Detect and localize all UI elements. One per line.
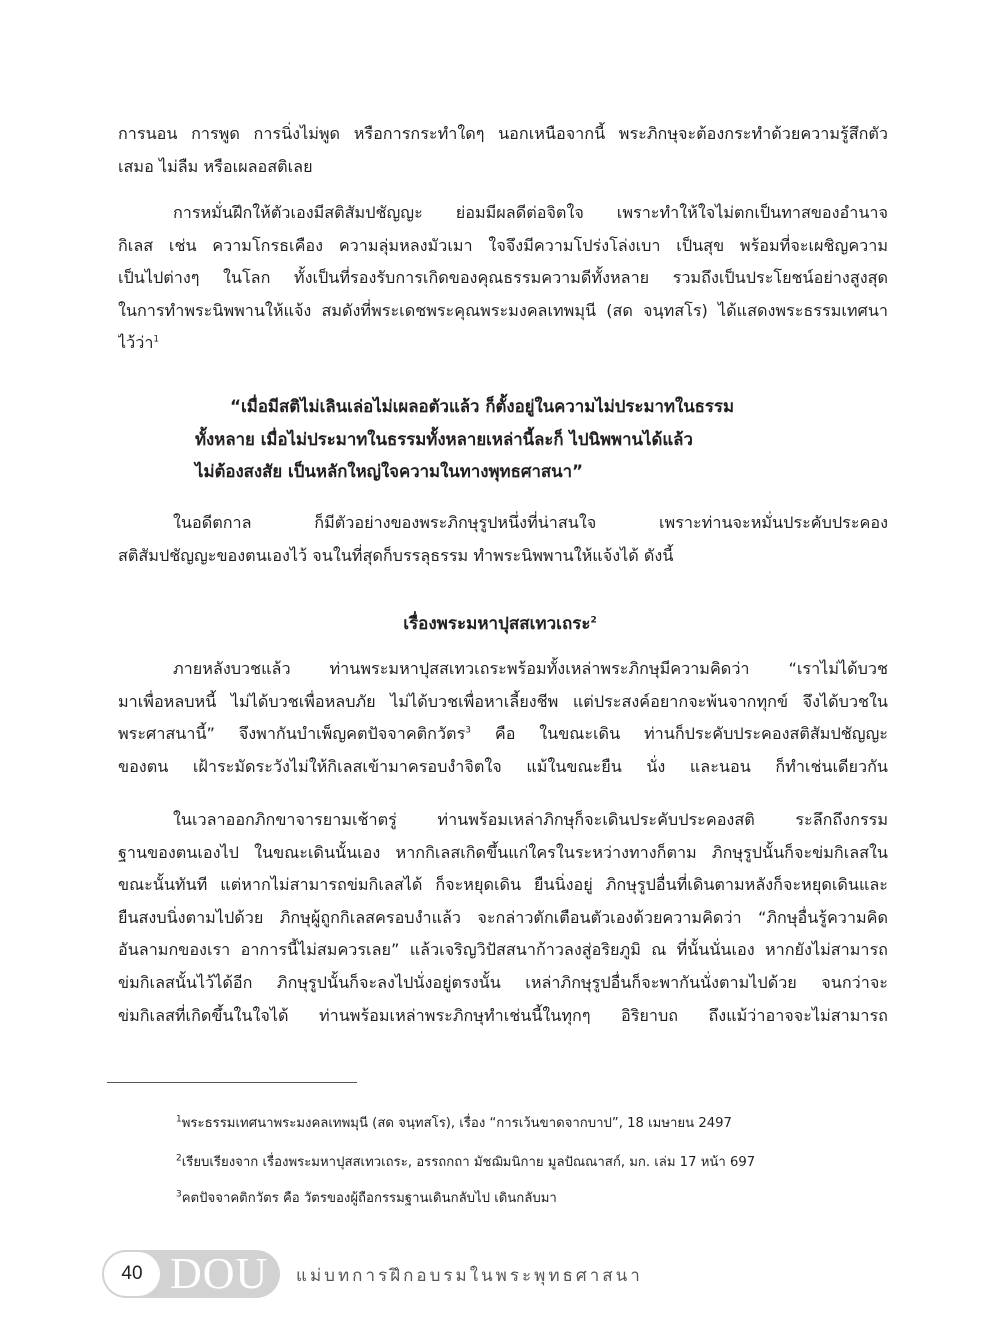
text-line: ขณะนั้นทันที แต่หากไม่สามารถข่มกิเลสได้ ก็จะหยุดเดิน ยืนนิ่งอยู่ ภิกษุรูปอื่นที่เดินตามหลังก็จะหยุดเดินและ bbox=[118, 875, 888, 895]
footnote-number: 1 bbox=[176, 1114, 182, 1125]
paragraph-4 bbox=[118, 653, 888, 783]
text-line bbox=[118, 327, 888, 360]
text-line: ในเวลาออกภิกขาจารยามเช้าตรู่ ท่านพร้อมเหล่าภิกษุก็จะเดินประคับประคองสติ ระลึกถึงกรรม bbox=[173, 810, 888, 829]
paragraph-2 bbox=[118, 197, 888, 360]
paragraph-1 bbox=[118, 118, 888, 183]
paragraph-3 bbox=[118, 507, 888, 572]
footnote-ref[interactable]: 2 bbox=[590, 615, 597, 626]
text-line: การนอน การพูด การนิ่งไม่พูด หรือการกระทำใดๆ นอกเหนือจากนี้ พระภิกษุจะต้องกระทำด้วยความรู้สึกตัว bbox=[118, 124, 888, 143]
footnote-2 bbox=[176, 1151, 755, 1172]
section-heading-text: เรื่องพระมหาปุสสเทวเถระ bbox=[403, 614, 591, 634]
text-line: กิเลส เช่น ความโกรธเคือง ความลุ่มหลงมัวเมา ใจจึงมีความโปร่งโล่งเบา เป็นสุข พร้อมที่จะเผชิญความ bbox=[118, 235, 888, 255]
text-line: อันลามกของเรา อาการนี้ไม่สมควรเลย” แล้วเจริญวิปัสสนาก้าวลงสู่อริยภูมิ ณ ที่นั้นนั่นเอง หากยังไม่สามารถ bbox=[118, 940, 888, 960]
quote-line: ทั้งหลาย เมื่อไม่ประมาทในธรรมทั้งหลายเหล่านี้ละก็ ไปนิพพานได้แล้ว bbox=[195, 428, 693, 449]
quote-line: ไม่ต้องสงสัย เป็นหลักใหญ่ใจความในทางพุทธศาสนา” bbox=[195, 461, 584, 481]
text-line: ข่มกิเลสนั้นไว้ได้อีก ภิกษุรูปนั้นก็จะลงไปนั่งอยู่ตรงนั้น เหล่าภิกษุรูปอื่นก็จะพากันนั่งตามไปด้วย จนกว่าจะ bbox=[118, 972, 888, 992]
text-line: มาเพื่อหลบหนี้ ไม่ได้บวชเพื่อหลบภัย ไม่ได้บวชเพื่อหาเลี้ยงชีพ แต่ประสงค์อยากจะพ้นจากทุกข์ จึงได้บวชใน bbox=[118, 691, 888, 711]
text-line: ข่มกิเลสที่เกิดขึ้นในใจได้ ท่านพร้อมเหล่าพระภิกษุทำเช่นนี้ในทุกๆ อิริยาบถ ถึงแม้ว่าอาจจะไม่สามารถ bbox=[118, 1005, 888, 1025]
text-line: สติสัมปชัญญะของตนเองไว้ จนในที่สุดก็บรรลุธรรม ทำพระนิพพานให้แจ้งได้ ดังนี้ bbox=[118, 545, 674, 565]
text-line: ในการทำพระนิพพานให้แจ้ง สมดังที่พระเดชพระคุณพระมงคลเทพมุนี (สด จนฺทสโร) ได้แสดงพระธรรมเทศนา bbox=[118, 300, 888, 320]
footnote-divider bbox=[107, 1082, 357, 1083]
footnote-number: 3 bbox=[176, 1189, 182, 1200]
text-line: การหมั่นฝึกให้ตัวเองมีสติสัมปชัญญะ ย่อมมีผลดีต่อจิตใจ เพราะทำให้ใจไม่ตกเป็นทาสของอำนาจ bbox=[173, 203, 888, 222]
page-number: 40 bbox=[104, 1252, 160, 1296]
section-heading bbox=[0, 610, 1000, 637]
dou-logo: DOU bbox=[170, 1249, 269, 1298]
text-line bbox=[118, 718, 888, 751]
text-line: ยืนสงบนิ่งตามไปด้วย ภิกษุผู้ถูกกิเลสครอบงำแล้ว จะกล่าวตักเตือนตัวเองด้วยความคิดว่า “ภิกษุอื่นรู้ความคิด bbox=[118, 907, 888, 927]
footnote-ref[interactable]: 3 bbox=[465, 725, 471, 736]
block-quote bbox=[195, 390, 805, 488]
footnote-number: 2 bbox=[176, 1153, 182, 1164]
text-line: ฐานของตนเองไป ในขณะเดินนั้นเอง หากกิเลสเกิดขึ้นแก่ใครในระหว่างทางก็ตาม ภิกษุรูปนั้นก็จะข่มกิเลสใน bbox=[118, 842, 888, 862]
footnote-ref[interactable]: 1 bbox=[153, 334, 160, 345]
quote-line: “เมื่อมีสติไม่เลินเล่อไม่เผลอตัวแล้ว ก็ตั้งอยู่ในความไม่ประมาทในธรรม bbox=[230, 396, 735, 416]
text-span: คือ ในขณะเดิน ท่านก็ประคับประคองสติสัมปชัญญะ bbox=[471, 724, 888, 744]
footnote-text: คตปัจจาคติกวัตร คือ วัตรของผู้ถือกรรมฐานเดินกลับไป เดินกลับมา bbox=[181, 1191, 557, 1206]
text-span: พระศาสนานี้” จึงพากันบำเพ็ญคตปัจจาคติกวัตร bbox=[118, 724, 466, 744]
text-span: ไว้ว่า bbox=[118, 333, 154, 353]
footnote-3 bbox=[176, 1187, 557, 1208]
text-line: เสมอ ไม่ลืม หรือเผลอสติเลย bbox=[118, 156, 313, 176]
text-line: ในอดีตกาล ก็มีตัวอย่างของพระภิกษุรูปหนึ่งที่น่าสนใจ เพราะท่านจะหมั่นประคับประคอง bbox=[173, 513, 888, 532]
footnote-text: พระธรรมเทศนาพระมงคลเทพมุนี (สด จนฺทสโร), เรื่อง “การเว้นขาดจากบาป”, 18 เมษายน 2497 bbox=[181, 1116, 732, 1131]
paragraph-5 bbox=[118, 804, 888, 1032]
text-line: เป็นไปต่างๆ ในโลก ทั้งเป็นที่รองรับการเกิดของคุณธรรมความดีทั้งหลาย รวมถึงเป็นประโยชน์อย่างสูงสุด bbox=[118, 268, 888, 288]
text-line: ภายหลังบวชแล้ว ท่านพระมหาปุสสเทวเถระพร้อมทั้งเหล่าพระภิกษุมีความคิดว่า “เราไม่ได้บวช bbox=[173, 659, 888, 678]
footnote-text: เรียบเรียงจาก เรื่องพระมหาปุสสเทวเถระ, อรรถกถา มัชฌิมนิกาย มูลปัณณาสก์, มก. เล่ม 17 หน้า 697 bbox=[181, 1155, 756, 1170]
text-line: ของตน เฝ้าระมัดระวังไม่ให้กิเลสเข้ามาครอบงำจิตใจ แม้ในขณะยืน นั่ง และนอน ก็ทำเช่นเดียวกัน bbox=[118, 756, 888, 776]
footnote-1 bbox=[176, 1112, 732, 1133]
book-title: แม่บทการฝึกอบรมในพระพุทธศาสนา bbox=[296, 1266, 643, 1286]
